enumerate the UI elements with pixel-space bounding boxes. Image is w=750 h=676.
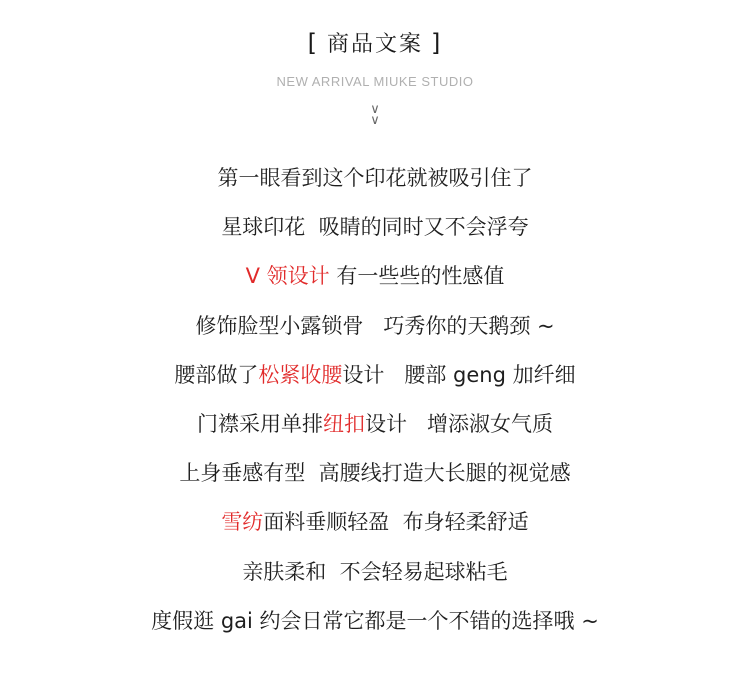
copy-text: 门襟采用单排 bbox=[196, 411, 323, 436]
copy-text: 设计 腰部 geng 加纤细 bbox=[342, 362, 576, 387]
highlight-text: 雪纺 bbox=[221, 510, 264, 535]
chevron-down-icon bbox=[0, 104, 750, 126]
copy-text: 亲肤柔和 不会轻易起球粘毛 bbox=[242, 559, 508, 584]
copy-text: 修饰脸型小露锁骨 巧秀你的天鹅颈 ~ bbox=[195, 313, 555, 338]
highlight-text: 松紧收腰 bbox=[258, 362, 343, 387]
copy-line bbox=[0, 499, 750, 548]
highlight-text: 纽扣 bbox=[322, 411, 365, 436]
copy-text: 面料垂顺轻盈 布身轻柔舒适 bbox=[263, 510, 529, 535]
copy-line bbox=[0, 155, 750, 204]
copy-text: 有一些些的性感值 bbox=[329, 264, 505, 289]
copy-line bbox=[0, 401, 750, 450]
copy-text: 星球印花 吸睛的同时又不会浮夸 bbox=[221, 215, 529, 240]
copy-line bbox=[0, 204, 750, 253]
title-bracket-left: [ bbox=[307, 29, 319, 57]
section-title bbox=[0, 26, 750, 62]
copy-text: 设计 增添淑女气质 bbox=[364, 411, 554, 436]
highlight-text: V 领设计 bbox=[245, 264, 330, 289]
copy-text: 度假逛 gai 约会日常它都是一个不错的选择哦 ~ bbox=[151, 608, 599, 633]
copy-text: 腰部做了 bbox=[174, 362, 259, 387]
copy-line bbox=[0, 253, 750, 302]
chevron-down-icon: ∨ bbox=[370, 102, 380, 117]
copy-line bbox=[0, 598, 750, 647]
chevron-down-icon: ∨ bbox=[370, 113, 380, 128]
copy-text: 第一眼看到这个印花就被吸引住了 bbox=[217, 166, 533, 190]
copy-text: 上身垂感有型 高腰线打造大长腿的视觉感 bbox=[179, 461, 571, 486]
title-bracket-right: ] bbox=[431, 29, 443, 57]
page-title: 商品文案 bbox=[326, 32, 423, 57]
copy-line bbox=[0, 303, 750, 352]
copy-line bbox=[0, 352, 750, 401]
copy-text-block bbox=[0, 155, 750, 647]
copy-line bbox=[0, 450, 750, 499]
copy-line bbox=[0, 549, 750, 598]
section-subtitle: NEW ARRIVAL MIUKE STUDIO bbox=[276, 74, 474, 89]
